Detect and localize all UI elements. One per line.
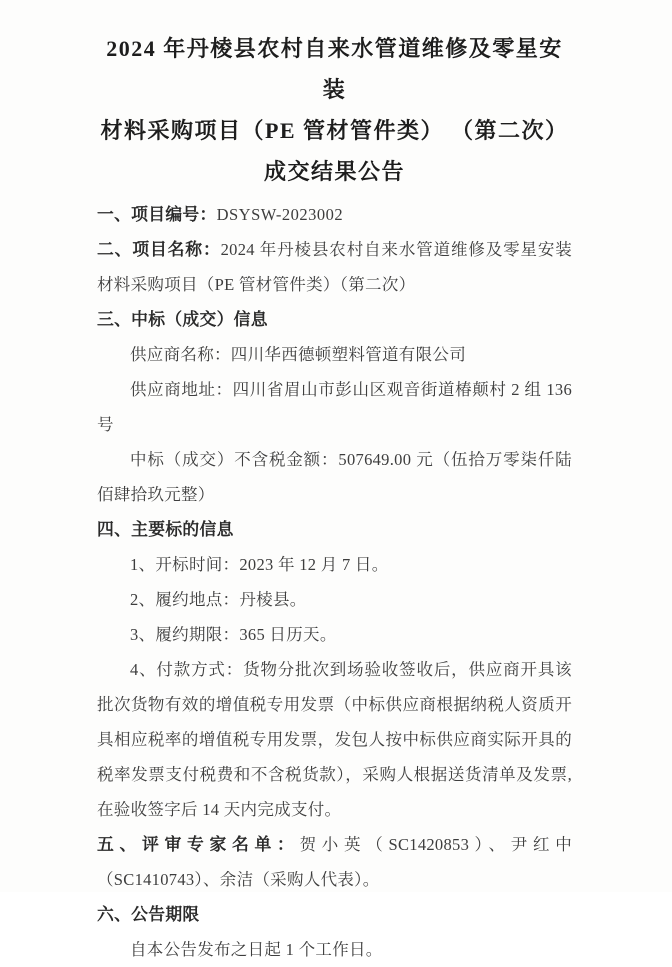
project-name-line [97,232,572,302]
award-info-heading: 三、中标（成交）信息 [97,310,268,329]
document-title [97,28,572,192]
title-line-3: 成交结果公告 [263,159,405,184]
performance-place-line: 2、履约地点：丹棱县。 [130,590,307,609]
project-name-label: 二、项目名称： [97,240,221,259]
supplier-name-line: 供应商名称：四川华西德顿塑料管道有限公司 [130,345,466,364]
expert-list-line [97,827,572,897]
document-body [97,197,572,967]
title-line-2: 材料采购项目（PE 管材管件类） （第二次） [100,118,569,143]
payment-method-paragraph: 4、付款方式：货物分批次到场验收签收后，供应商开具该批次货物有效的增值税专用发票（中标供应商根据纳税人资质开具相应税率的增值税专用发票，发包人按中标供应商实际开具的税率发票支付税费和不含税货款），采购人根据送货清单及发票,在验收签字后 14 天内完成支付。 [97,660,572,819]
notice-period-line: 自本公告发布之日起 1 个工作日。 [130,940,383,959]
expert-list-label: 五、评审专家名单： [97,835,300,854]
supplier-address-line: 供应商地址：四川省眉山市彭山区观音街道椿颠村 2 组 136 号 [97,380,572,434]
project-number-value: DSYSW-2023002 [216,205,344,224]
award-amount-line: 中标（成交）不含税金额：507649.00 元（伍拾万零柒仟陆佰肆拾玖元整） [97,450,572,504]
performance-period-line: 3、履约期限：365 日历天。 [130,625,337,644]
project-number-line [97,197,572,232]
subject-info-heading: 四、主要标的信息 [97,520,234,539]
bid-opening-time-line: 1、开标时间：2023 年 12 月 7 日。 [130,555,389,574]
expert-list-value: 贺小英（SC1420853）、尹红中（SC1410743）、余洁（采购人代表）。 [97,835,572,889]
project-name-value: 2024 年丹棱县农村自来水管道维修及零星安装材料采购项目（PE 管材管件类）（第二次） [97,240,572,294]
project-number-label: 一、项目编号： [97,205,217,224]
notice-period-heading: 六、公告期限 [97,905,200,924]
title-line-1: 2024 年丹棱县农村自来水管道维修及零星安装 [106,36,563,102]
